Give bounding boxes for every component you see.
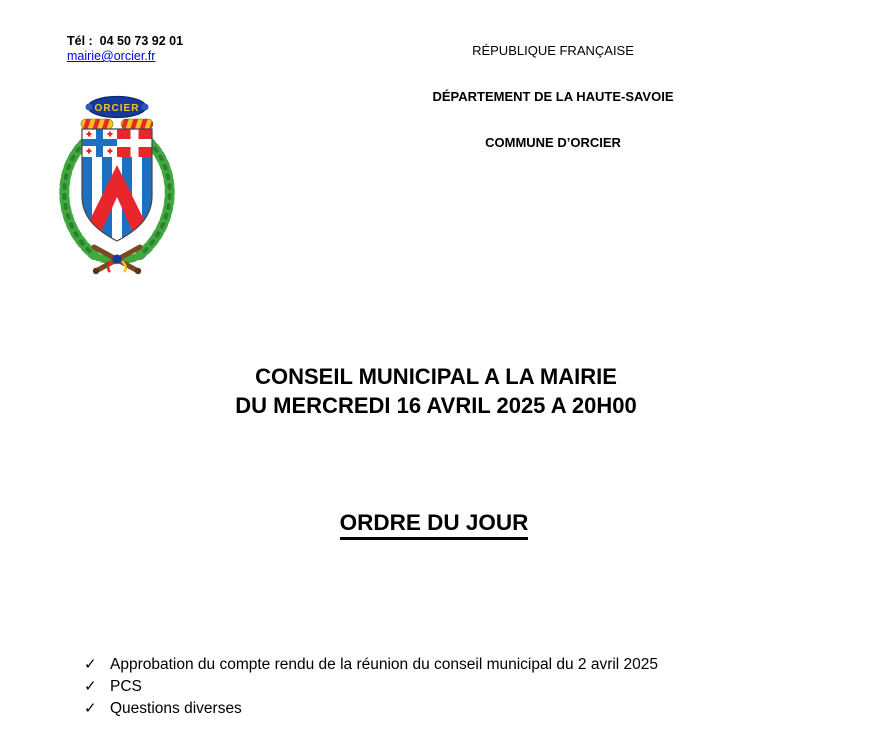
- checkmark-icon: ✓: [84, 678, 97, 695]
- list-item: [84, 698, 658, 720]
- agenda-item-text: Approbation du compte rendu de la réunion du conseil municipal du 2 avril 2025: [110, 656, 659, 673]
- agenda-list: [84, 654, 658, 720]
- commune-line: COMMUNE D’ORCIER: [485, 135, 621, 150]
- orcier-coat-of-arms: [52, 93, 182, 278]
- agenda-item-text: Questions diverses: [110, 700, 242, 717]
- checkmark-icon: ✓: [84, 656, 97, 673]
- list-item: [84, 654, 658, 676]
- agenda-item-text: PCS: [110, 678, 142, 695]
- republic-line: RÉPUBLIQUE FRANÇAISE: [472, 43, 634, 58]
- contact-block: [67, 34, 183, 64]
- meeting-title-line1: CONSEIL MUNICIPAL A LA MAIRIE: [255, 364, 617, 389]
- meeting-title-line2: DU MERCREDI 16 AVRIL 2025 A 20H00: [235, 393, 637, 418]
- crest-banner-text: ORCIER: [94, 103, 140, 114]
- department-line: DÉPARTEMENT DE LA HAUTE-SAVOIE: [432, 89, 674, 104]
- administrative-header: [393, 43, 713, 150]
- coat-of-arms-graphic: [52, 93, 182, 278]
- agenda-heading-text: ORDRE DU JOUR: [340, 510, 529, 540]
- meeting-title: [0, 362, 872, 420]
- list-item: [84, 676, 658, 698]
- checkmark-icon: ✓: [84, 700, 97, 717]
- email-link[interactable]: mairie@orcier.fr: [67, 49, 156, 63]
- phone-number: Tél : 04 50 73 92 01: [67, 34, 184, 48]
- agenda-heading: [0, 510, 868, 536]
